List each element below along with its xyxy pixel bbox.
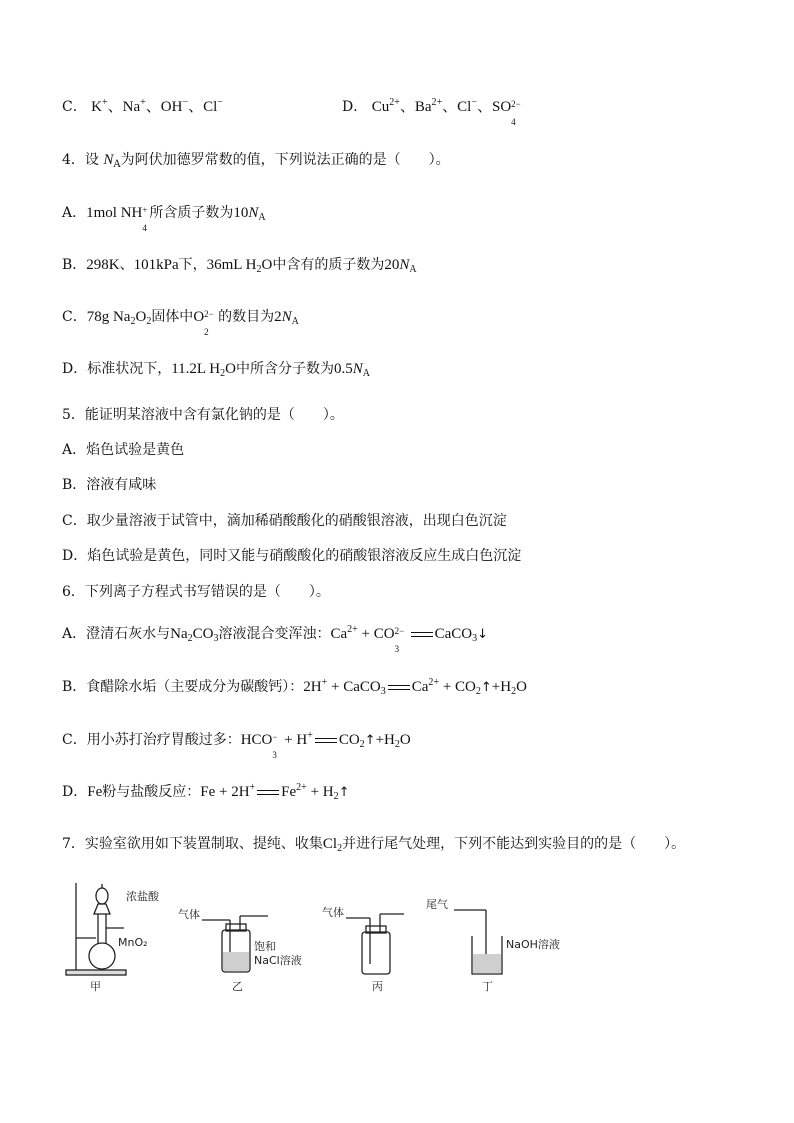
yi-liquid-label-2: NaCl溶液 — [254, 954, 302, 967]
bing-gas-label: 气体 — [322, 906, 344, 919]
q5-option-c: C．取少量溶液于试管中，滴加稀硝酸酸化的硝酸银溶液，出现白色沉淀 — [62, 513, 507, 529]
apparatus-jia — [66, 883, 126, 975]
q5-option-a: A．焰色试验是黄色 — [62, 442, 185, 458]
q4-option-a: A．1mol NH + 4 所含质子数为$10N_A$ — [62, 205, 266, 233]
q3-option-c-label: C． — [62, 99, 87, 115]
q4-stem: 4．设 $N_A$为阿伏加德罗常数的值，下列说法正确的是（ ）。 — [62, 152, 450, 170]
ding-caption: 丁 — [482, 980, 493, 993]
ding-liquid-label: NaOH溶液 — [506, 938, 560, 951]
q3-option-c: C． K+、Na+、OH−、Cl− — [62, 97, 223, 115]
q4-option-b: B．298K、101kPa下，36mL $H_2O$中含有的质子数为$20N_A$ — [62, 257, 417, 275]
q5-stem: 5．能证明某溶液中含有氯化钠的是（ ）。 — [62, 407, 344, 423]
q7-stem: 7．实验室欲用如下装置制取、提纯、收集$Cl_2$并进行尾气处理，下列不能达到实验目的的是（ ）。 — [62, 836, 686, 854]
yi-liquid-label-1: 饱和 — [254, 940, 276, 953]
q4-option-d: D．标准状况下，11.2L $H_2O$中所含分子数为$0.5N_A$ — [62, 361, 370, 379]
q6-stem: 6．下列离子方程式书写错误的是（ ）。 — [62, 584, 330, 600]
q5-option-d: D．焰色试验是黄色，同时又能与硝酸酸化的硝酸银溶液反应生成白色沉淀 — [62, 548, 522, 564]
yi-caption: 乙 — [232, 980, 243, 993]
yi-gas-label: 气体 — [178, 908, 200, 921]
jia-acid-label: 浓盐酸 — [126, 890, 159, 903]
jia-caption: 甲 — [90, 980, 101, 993]
q6-option-b: B．食醋除水垢（主要成分为碳酸钙）：2H+ + CaCO$_3$ $Ca^{2+}$ + $CO_2↑+H_2O$ — [62, 677, 527, 697]
apparatus-figure — [62, 878, 582, 998]
bing-caption: 丙 — [372, 980, 383, 993]
q6-option-a: A．澄清石灰水与$Na_2CO_3$溶液混合变浑浊：$Ca^{2+}$ + CO 2− 3 CaCO$_3$↓ — [62, 624, 488, 654]
q5-option-b: B．溶液有咸味 — [62, 477, 157, 493]
q3-option-d-label: D． — [342, 99, 368, 115]
jia-solid-label: MnO₂ — [118, 936, 148, 949]
q3-option-d: D． $Cu^{2+}$、$Ba^{2+}$、Cl−、SO 2− 4 — [342, 97, 521, 127]
q6-option-d: D．Fe粉与盐酸反应：Fe + 2H+ $Fe^{2+}$ + $H_2↑$ — [62, 782, 350, 802]
q4-option-c: C．78g $Na_2O_2$固体中O 2− 2 的数目为$2N_A$ — [62, 309, 299, 337]
apparatus-ding — [454, 910, 502, 974]
apparatus-bing — [346, 914, 404, 974]
q6-option-c: C．用小苏打治疗胃酸过多：HCO − 3 + H+ $CO_2↑+H_2O$ — [62, 730, 411, 760]
ding-gas-label: 尾气 — [426, 898, 448, 911]
